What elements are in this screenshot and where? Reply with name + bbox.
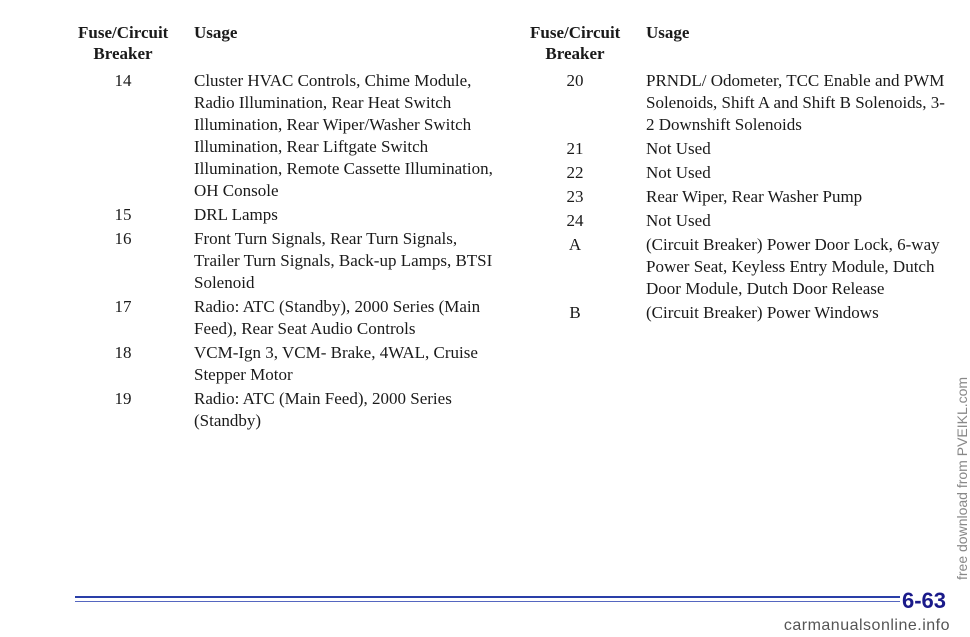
table-row: [78, 296, 498, 340]
table-row: [530, 162, 950, 184]
footer-rule-line: [75, 596, 900, 598]
fuse-usage: (Circuit Breaker) Power Door Lock, 6-way Power Seat, Keyless Entry Module, Dutch Door Module, Dutch Door Release: [646, 235, 940, 298]
right-fuse-table: [530, 22, 950, 326]
fuse-number: 21: [566, 139, 584, 158]
fuse-usage: Radio: ATC (Standby), 2000 Series (Main Feed), Rear Seat Audio Controls: [194, 297, 481, 338]
table-row: [78, 70, 498, 202]
table-row: [530, 234, 950, 300]
fuse-usage: Not Used: [646, 163, 711, 182]
table-row: [530, 302, 950, 324]
fuse-usage: Radio: ATC (Main Feed), 2000 Series (Standby): [194, 389, 452, 430]
fuse-number: 20: [566, 71, 584, 90]
fuse-usage: DRL Lamps: [194, 205, 278, 224]
fuse-usage: Not Used: [646, 211, 711, 230]
left-table-rows: [78, 70, 498, 432]
left-fuse-table: [78, 22, 498, 434]
fuse-number: 17: [114, 297, 132, 316]
table-row: [530, 210, 950, 232]
fuse-number: 16: [114, 229, 132, 248]
table-row: [78, 204, 498, 226]
footer-rule: [75, 596, 900, 608]
footer-rule-line: [75, 601, 900, 602]
table-row: [78, 388, 498, 432]
fuse-number: 18: [114, 343, 132, 362]
fuse-usage: PRNDL/ Odometer, TCC Enable and PWM Solenoids, Shift A and Shift B Solenoids, 3-2 Downshift Solenoids: [646, 71, 945, 134]
fuse-number: 23: [566, 187, 584, 206]
right-table-header: [530, 22, 950, 64]
header-fuse-circuit-breaker: Fuse/Circuit Breaker: [530, 23, 621, 63]
fuse-usage: VCM-Ign 3, VCM- Brake, 4WAL, Cruise Stepper Motor: [194, 343, 478, 384]
fuse-number: B: [569, 303, 581, 322]
table-row: [530, 186, 950, 208]
fuse-usage: Front Turn Signals, Rear Turn Signals, Trailer Turn Signals, Back-up Lamps, BTSI Solenoid: [194, 229, 493, 292]
right-table-rows: [530, 70, 950, 324]
side-watermark: free download from PVEIKL.com: [954, 376, 970, 580]
fuse-number: 19: [114, 389, 132, 408]
header-fuse-circuit-breaker: Fuse/Circuit Breaker: [78, 23, 169, 63]
fuse-number: 22: [566, 163, 584, 182]
table-row: [78, 228, 498, 294]
page-number: 6-63: [901, 588, 946, 613]
fuse-number: A: [568, 235, 582, 254]
left-table-header: [78, 22, 498, 64]
fuse-number: 24: [566, 211, 584, 230]
header-usage: Usage: [646, 23, 690, 42]
fuse-number: 15: [114, 205, 132, 224]
fuse-usage: Not Used: [646, 139, 711, 158]
header-usage: Usage: [194, 23, 238, 42]
table-row: [530, 138, 950, 160]
table-row: [530, 70, 950, 136]
fuse-usage: (Circuit Breaker) Power Windows: [646, 303, 879, 322]
fuse-usage: Cluster HVAC Controls, Chime Module, Radio Illumination, Rear Heat Switch Illumination, Rear Wiper/Washer Switch Illumination, Rear Liftgate Switch Illumination, Remote Cassette Illumination, OH Console: [194, 71, 493, 200]
fuse-usage: Rear Wiper, Rear Washer Pump: [646, 187, 863, 206]
bottom-watermark: carmanualsonline.info: [783, 617, 950, 634]
fuse-number: 14: [114, 71, 132, 90]
table-row: [78, 342, 498, 386]
